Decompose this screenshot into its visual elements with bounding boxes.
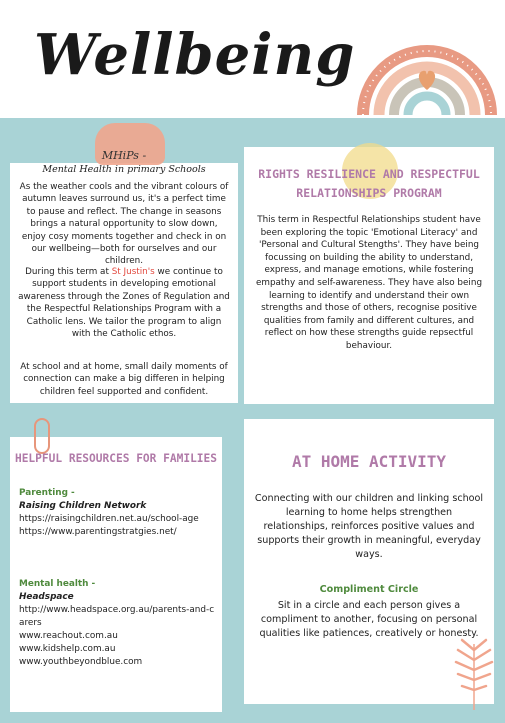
mhips-subtitle: Mental Health in primary Schools bbox=[42, 164, 206, 175]
school-name: St Justin's bbox=[111, 267, 155, 277]
resources-title: HELPFUL RESOURCES FOR FAMILIES bbox=[14, 452, 218, 465]
home-activity-intro: Connecting with our children and linking school learning to home helps strengthen relationships, reinforces positive values and supports their growth in meaningful, everyday ways. bbox=[254, 493, 484, 560]
mental-link-4[interactable]: www.youthbeyondblue.com bbox=[19, 657, 143, 667]
parenting-link-1[interactable]: https://raisingchildren.net.au/school-age bbox=[19, 514, 199, 524]
rights-body: This term in Respectful Relationships student have been exploring the topic 'Emotional Literacy' and 'Personal and Cultural Stengths'. They have being focussing on building the ability to understand, express, and manage emotions, while fostering empathy and self-awareness. They have also being learning to identify and understand their own strengths and those of others, recognise positive qualities from family and different cultures, and reflect on how these strengths guide repsectful behaviour. bbox=[255, 215, 483, 351]
mental-health-name: Headspace bbox=[19, 592, 74, 602]
mental-link-2[interactable]: www.reachout.com.au bbox=[19, 631, 118, 641]
home-activity-title: AT HOME ACTIVITY bbox=[291, 452, 447, 471]
mhips-para-1: As the weather cools and the vibrant colours of autumn leaves surround us, it's a perfect time to pause and reflect. The change in seasons brings a natural opportunity to slow down, enjoy cosy moments together and check in on our wellbeing—both for ourselves and our children. bbox=[19, 182, 229, 267]
mental-link-1[interactable]: http://www.headspace.org.au/parents-and-carers bbox=[19, 605, 215, 628]
parenting-name: Raising Children Network bbox=[19, 501, 147, 511]
mental-health-block bbox=[19, 578, 219, 669]
mhips-para-3: At school and at home, small daily moments of connection can make a big differen in helping children feel supported and confident. bbox=[20, 362, 228, 397]
page-title: Wellbeing bbox=[34, 22, 356, 88]
mhips-para-2-start: During this term at bbox=[25, 267, 112, 277]
rights-title: RIGHTS RESILIENCE AND RESPECTFUL RELATIONSHIPS PROGRAM bbox=[258, 167, 480, 200]
mhips-para-2-end: we continue to support students in developing emotional awareness through the Zones of Regulation and the Respectful Relationships Program with a Catholic lens. We tailor the program to align with the Catholic ethos. bbox=[18, 267, 230, 340]
compliment-circle-title: Compliment Circle bbox=[319, 584, 419, 595]
mental-health-label: Mental health - bbox=[19, 579, 96, 589]
mhips-title: MHiPs - bbox=[101, 149, 147, 162]
parenting-link-2[interactable]: https://www.parentingstratgies.net/ bbox=[19, 527, 177, 537]
mhips-para-2 bbox=[17, 266, 231, 340]
parenting-label: Parenting - bbox=[19, 488, 75, 498]
compliment-circle-body: Sit in a circle and each person gives a compliment to another, focusing on personal qualities like patiences, creatively or honesty. bbox=[259, 600, 479, 639]
leaf-icon bbox=[452, 636, 496, 710]
rainbow-heart-icon bbox=[355, 2, 500, 117]
resources-card bbox=[10, 437, 222, 712]
parenting-block bbox=[19, 487, 219, 539]
header bbox=[0, 0, 505, 118]
mental-link-3[interactable]: www.kidshelp.com.au bbox=[19, 644, 116, 654]
paperclip-icon bbox=[34, 418, 50, 454]
